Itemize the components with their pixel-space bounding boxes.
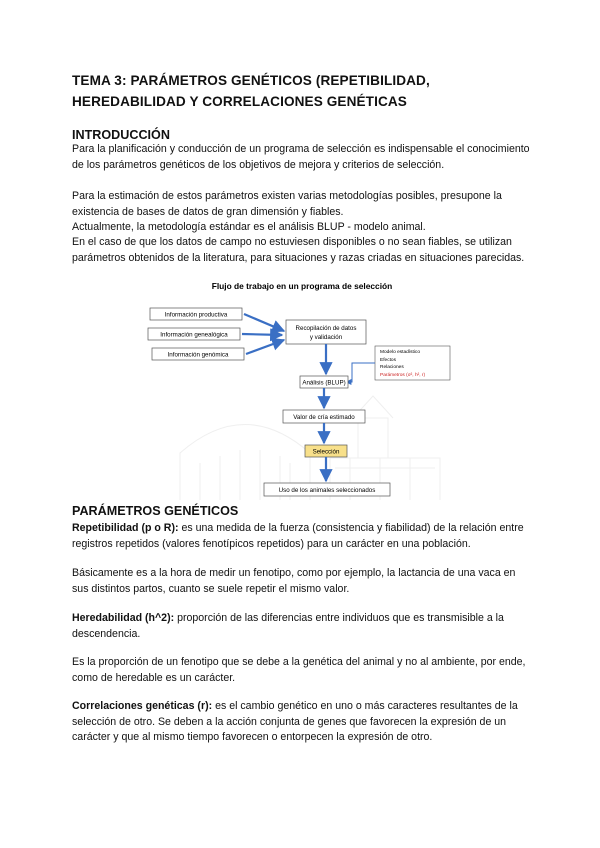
model-line-2: Efectos [380, 358, 396, 363]
model-line-1: Modelo estadístico [380, 350, 420, 355]
heredabilidad-explanation: Es la proporción de un fenotipo que se debe a la genética del animal y no al ambiente, por ende, como de heredable es un carácter. [72, 656, 526, 684]
repetibilidad-term: Repetibilidad (p o R): [72, 522, 179, 534]
repetibilidad-definition: es una medida de la fuerza (consistencia y fiabilidad) de la relación entre registros repetidos (valores fenotípicos repetidos) para un carácter en una población. [72, 522, 524, 550]
intro-paragraph-4: En el caso de que los datos de campo no estuviesen disponibles o no sean fiables, se utilizan parámetros obtenidos de la literatura, para situaciones y razas criadas en situaciones parecidas. [72, 236, 525, 264]
input-label-productiva: Información productiva [164, 311, 228, 319]
heredabilidad-paragraph [72, 611, 534, 642]
title-line-2: HEREDABILIDAD Y CORRELACIONES GENÉTICAS [72, 94, 407, 109]
input-arrows [242, 314, 284, 354]
model-line-3: Relaciones [380, 365, 404, 370]
params-heading: PARÁMETROS GENÉTICOS [72, 504, 239, 518]
valor-label: Valor de cría estimado [293, 414, 355, 421]
heredabilidad-term: Heredabilidad (h^2): [72, 612, 175, 624]
document-title [72, 70, 542, 112]
model-line-4: Parámetros (σ², h², r) [380, 373, 426, 378]
repetibilidad-paragraph [72, 521, 534, 552]
intro-heading: INTRODUCCIÓN [72, 128, 170, 142]
analisis-label: Análisis (BLUP) [302, 379, 346, 387]
title-line-1: TEMA 3: PARÁMETROS GENÉTICOS (REPETIBILIDAD, [72, 73, 430, 88]
intro-paragraph-3: Actualmente, la metodología estándar es el análisis BLUP - modelo animal. [72, 221, 426, 233]
repetibilidad-explanation: Básicamente es a la hora de medir un fenotipo, como por ejemplo, la lactancia de una vaca en sus distintos partos, cuanto se suele repetir el mismo valor. [72, 567, 516, 595]
correlaciones-definition: es el cambio genético en uno o más caracteres resultantes de la selección de otro. Se deben a la acción conjunta de genes que favorecen la expresión de un carácter y que al mismo tiempo favorecen o entorpecen la expresión de otro. [72, 700, 518, 744]
arrow-model-to-analisis [346, 363, 375, 382]
intro-paragraph-1: Para la planificación y conducción de un programa de selección es indispensable el conocimiento de los parámetros genéticos de los objetivos de mejora y criterios de selección. [72, 143, 530, 171]
correlaciones-paragraph [72, 699, 534, 746]
heredabilidad-definition: proporción de las diferencias entre individuos que es transmisible a la descendencia. [72, 612, 504, 640]
recopilacion-line-2: y validación [309, 334, 343, 341]
input-label-genealogica: Información genealógica [160, 331, 228, 339]
workflow-diagram [140, 278, 470, 502]
input-label-genomica: Información genómica [167, 351, 229, 359]
uso-label: Uso de los animales seleccionados [278, 487, 376, 494]
seleccion-label: Selección [312, 448, 340, 456]
intro-paragraph-2: Para la estimación de estos parámetros existen varias metodologías posibles, presupone la existencia de bases de datos de gran dimensión y fiables. [72, 190, 502, 218]
recopilacion-line-1: Recopilación de datos [295, 325, 357, 332]
figure-title: Flujo de trabajo en un programa de selección [211, 281, 393, 291]
correlaciones-term: Correlaciones genéticas (r): [72, 700, 213, 712]
